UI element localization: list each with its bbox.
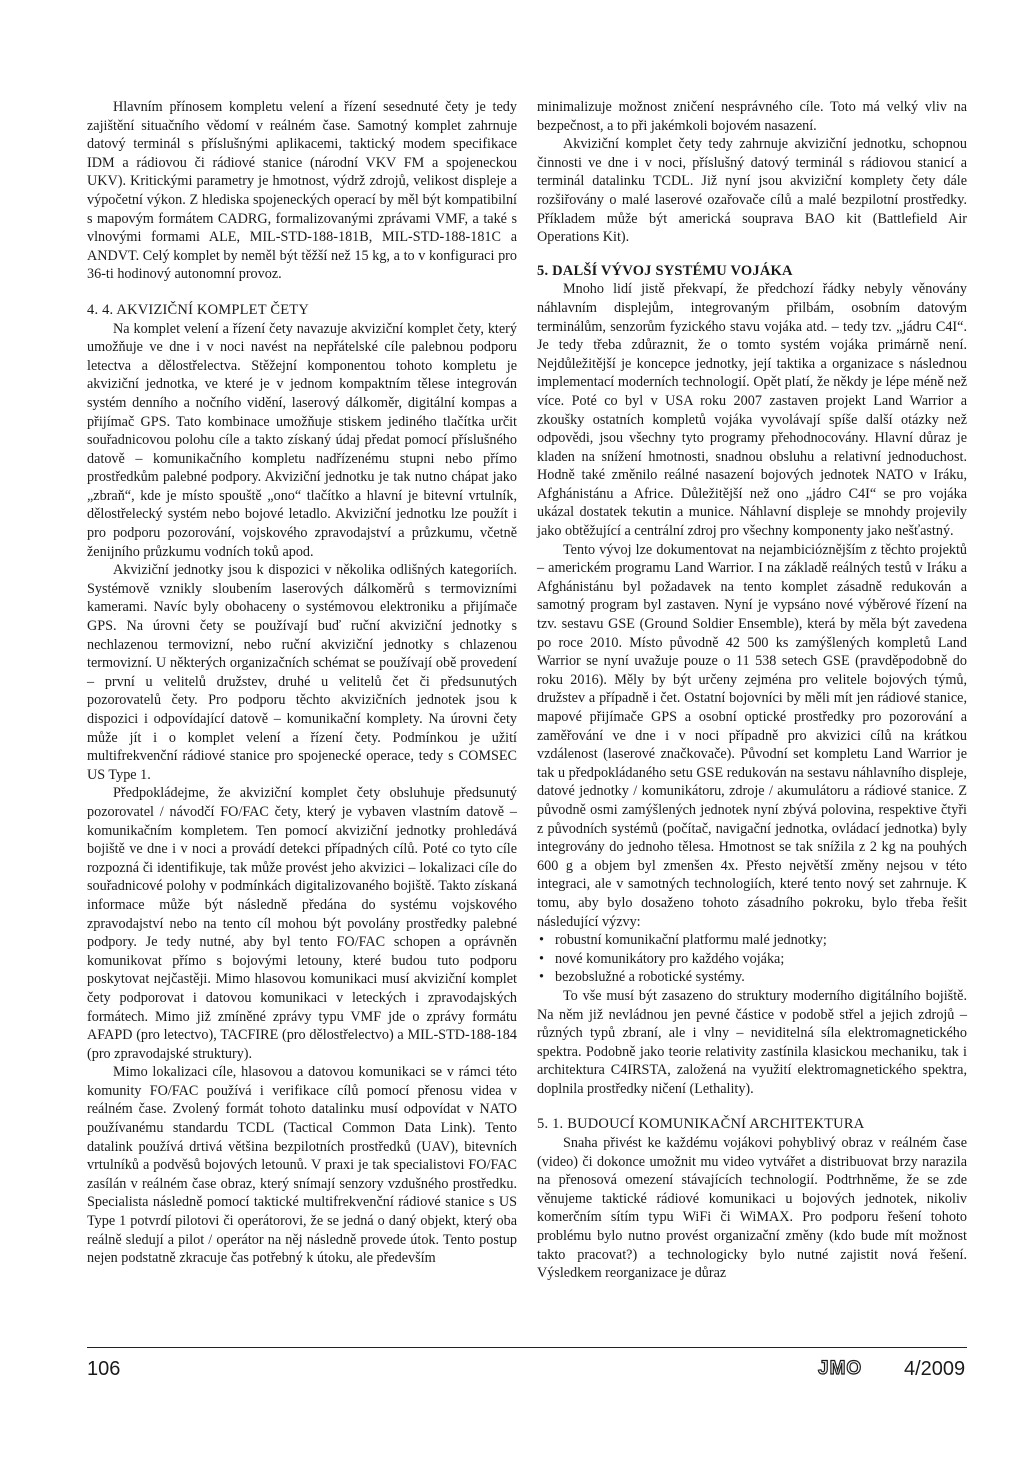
section-heading: 5. 1. BUDOUCÍ KOMUNIKAČNÍ ARCHITEKTURA [537, 1116, 865, 1133]
list-item [537, 950, 967, 969]
paragraph: Snaha přivést ke každému vojákovi pohyblivý obraz v reálném čase (video) či dokonce umožnit mu video vytvářet a distribuovat brzy narazila na přenosová omezení stávajících technologií. Podtrhněme, že se zde věnujeme taktické rádiové komunikaci u bojových jednotek, nikoliv komerčním sítím typu WiFi či WiMAX. Pro podporu řešení tohoto problému bylo nutno provést organizační změny (kdo bude mít možnost takto pracovat?) a technologicky bylo nutné zajistit nová řešení. Výsledkem reorganizace je důraz [537, 1135, 967, 1282]
page-number: 106 [87, 1358, 121, 1380]
list-item-text: nové komunikátory pro každého vojáka; [555, 950, 785, 967]
paragraph: Hlavním přínosem kompletu velení a řízení sesednuté čety je tedy zajištění situačního vědomí v reálném čase. Samotný komplet zahrnuje datový terminál s příslušnými aplikacemi, taktický modem specifikace IDM a rádiovou či rádiové stanice (národní VKV FM a spojeneckou UKV). Kritickými parametry je hmotnost, výdrž zdrojů, velikost displeje a výpočetní výkon. Z hlediska spojeneckých operací by měl být kompatibilní s mapovým formátem CADRG, formalizovanými zprávami VMF, a také s vlnovými formami ALE, MIL-STD-188-181B, MIL-STD-188-181C a ANDVT. Celý komplet by neměl být těžší než 15 kg, a to v konfiguraci pro 36-ti hodinový autonomní provoz. [87, 99, 517, 283]
paragraph: Předpokládejme, že akviziční komplet čety obsluhuje předsunutý pozorovatel / návodčí FO/FAC čety, který je vybaven vlastním datově – komunikačním kompletem. Ten pomocí akviziční jednotky prohledává bojiště ve dne i v noci a provádí detekci případných cílů. Poté co tyto cíle rozpozná či identifikuje, tak může provést jeho akvizici – lokalizaci cíle do souřadnicové polohy v podmínkách digitalizovaného bojiště. Takto získaná informace může být následně předána do systému vojskového zpravodajství nebo na tento cíl mohou být povolány prostředky palebné podpory. Je tedy nutné, aby byl tento FO/FAC schopen a oprávněn komunikovat přímo s bojovými letouny, které budou tuto podporu poskytovat nejčastěji. Mimo hlasovou komunikaci musí akviziční komplet čety podporovat i datovou komunikaci v leteckých i zpravodajských formátech. Mimo již zmíněné zprávy typu VMF jde o zprávy formátu AFAPD (pro letectvo), TACFIRE (pro dělostřelectvo) a MIL-STD-188-184 (pro zpravodajské struktury). [87, 785, 517, 1062]
list-item [537, 931, 967, 950]
section-heading: 4. 4. AKVIZIČNÍ KOMPLET ČETY [87, 301, 310, 318]
paragraph: Tento vývoj lze dokumentovat na nejambicióznějším z těchto projektů – americkém programu Land Warrior. I na základě reálných testů v Iráku a Afghánistánu byl požadavek na tento komplet zásadně redukován a samotný program byl zastaven. Nyní je vypsáno nové výběrové řízení na tzv. sestavu GSE (Ground Soldier Ensemble), která by měla být zavedena po roce 2010. Místo původně 42 500 ks zamýšlených kompletů Land Warrior se nyní uvažuje pouze o 11 538 setech GSE (pravděpodobně do roku 2016). Měly by být určeny zejména pro velitele bojových týmů, družstev a případně i čet. Ostatní bojovníci by měli mít jen rádiové stanice, mapové přijímače GPS a osobní optické prostředky pro pozorování a zaměřování ve dne i v noci případně pro akvizici cílů na krátkou vzdálenost (laserové značkovače). Původní set kompletu Land Warrior je tak u předpokládaného setu GSE redukován na sestavu náhlavního displeje, datové jednotky / komunikátoru, zdroje / akumulátoru a rádiové stanice. Z původně osmi zamýšlených jednotek nyní zbývá polovina, respektive čtyři z původních systémů (počítač, navigační jednotka, ovládací jednotka) byly integrovány do jednoho tělesa. Hmotnost se tak snížila z 2 kg na pouhých 600 g a objem byl zmenšen 4x. Přesto největší změny nejsou v této integraci, ale v samotných technologiích, které tento nový set zahrnuje. K tomu, aby bylo dosaženo tohoto zásadního pokroku, bylo třeba řešit následující výzvy: [537, 541, 967, 930]
list-item-text: bezobslužné a robotické systémy. [555, 969, 745, 986]
paragraph: Akviziční komplet čety tedy zahrnuje akviziční jednotku, schopnou činnosti ve dne i v noci, příslušný datový terminál s rádiovou stanicí a terminál datalinku TCDL. Již nyní jsou akviziční komplety čety dále rozšiřovány o malé laserové ozařovače cílů a malé bezpilotní prostředky. Příkladem může být americká souprava BAO kit (Battlefield Air Operations Kit). [537, 136, 967, 246]
bullet-icon: • [539, 950, 544, 967]
issue-number: 4/2009 [904, 1358, 966, 1380]
paragraph: To vše musí být zasazeno do struktury moderního digitálního bojiště. Na něm již nevládnou jen pevné částice v podobě střel a jejich zdrojů – různých typů zbraní, ale i vlny – neviditelná síla elektromagnetického spektra. Podobně jako teorie relativity zastínila klasickou mechaniku, tak i architektura C4IRSTA, založená na využití elektromagnetického spektra, doplnila prostředky ničení (Lethality). [537, 987, 967, 1097]
footer-rule [87, 1347, 967, 1348]
bullet-icon: • [539, 932, 544, 949]
list-item-text: robustní komunikační platformu malé jednotky; [555, 932, 827, 949]
left-column [87, 98, 517, 1268]
journal-logo: JMO [818, 1358, 863, 1379]
paragraph: Na komplet velení a řízení čety navazuje akviziční komplet čety, který umožňuje ve dne i v noci navést na nepřátelské cíle palebnou podporu letectva a dělostřelectva. Stěžejní komponentou tohoto kompletu je akviziční jednotka, ve které je v jednom kompaktním tělese integrován systém denního a nočního vidění, laserový dálkoměr, digitální kompas a přijímač GPS. Tato kombinace umožňuje stiskem jediného tlačítka určit souřadnicovou polohu cíle a takto získaný údaj předat pomocí příslušného datově – komunikačního kompletu nadřízenému stupni nebo přímo prostředkům palebné podpory. Akviziční jednotku je tak nutno chápat jako „zbraň“, kde je místo spouště „ono“ tlačítko a hlavní je bitevní vrtulník, dělostřelecký systém nebo bojové letadlo. Akviziční jednotku lze použít i pro podporu pozorování, vojskového zpravodajství a průzkumu, včetně ženijního průzkumu vodních toků apod. [87, 320, 517, 560]
paragraph: minimalizuje možnost zničení nesprávného cíle. Toto má velký vliv na bezpečnost, a to při jakémkoli bojovém nasazení. [537, 99, 967, 134]
paragraph: Akviziční jednotky jsou k dispozici v několika odlišných kategoriích. Systémově vznikly sloubením laserových dálkoměrů s termovizními kamerami. Navíc byly obohaceny o systémovou elektroniku a přijímače GPS. Na úrovni čety se používají buď ruční akviziční jednotky s nechlazenou termovizní, nebo ruční akviziční jednotky s chlazenou termovizní. U některých organizačních schémat se používají obě provedení – první u velitelů družstev, druhé u velitelů čet či předsunutých pozorovatelů čety. Pro podporu těchto akvizičních jednotek jsou k dispozici i odpovídající datově – komunikační komplety. Na úrovni čety může jít i o komplet velení a řízení čety. Podmínkou je užití multifrekvenční rádiové stanice pro spojenecké operace, tedy s COMSEC US Type 1. [87, 562, 517, 783]
bullet-icon: • [539, 969, 544, 986]
paragraph: Mnoho lidí jistě překvapí, že předchozí řádky nebyly věnovány náhlavním displejům, integrovaným přilbám, osobním datovým terminálům, senzorům fyzického stavu vojáka atd. – tedy tzv. „jádru C4I“. Je tedy třeba zdůraznit, že o tomto systém vojáka primárně není. Nejdůležitější je koncepce jednotky, její taktika a organizace s následnou implementací moderních technologií. Opět platí, že někdy je lépe méně než více. Poté co byl v USA roku 2007 zastaven projekt Land Warrior a zkoušky ostatních kompletů vojáka vyvolávají spíše další otázky než odpovědi, jsou všechny tyto programy přehodnocovány. Hlavní důraz je kladen na snížení hmotnosti, snadnou obsluhu a relativní jednoduchost. Hodně také změnilo reálné nasazení bojových jednotek NATO v Iráku, Afghánistánu a Africe. Důležitější než ono „jádro C4I“ se pro vojáka ukázal dostatek tekutin a munice. Náhlavní displeje se mnohdy projevily jako obtěžující a centrální zdroj pro všechny komponenty jako nešťastný. [537, 281, 967, 540]
paragraph: Mimo lokalizaci cíle, hlasovou a datovou komunikaci se v rámci této komunity FO/FAC používá i verifikace cílů pomocí přenosu videa v reálném čase. Zvolený formát tohoto datalinku musí odpovídat v NATO používanému standardu TCDL (Tactical Common Data Link). Tento datalink používá drtivá většina bezpilotních prostředků (UAV), bitevních vrtulníků a podvěsů bojových letounů. V praxi je tak specialistovi FO/FAC zasílán v reálném čase obraz, který snímají senzory vzdušného prostředku. Specialista následně pomocí taktické multifrekvenční rádiové stanice s US Type 1 potvrdí pilotovi či operátorovi, že se jedná o daný objekt, který oba reálně sledují a pilot / operátor na něj následně provede útok. Tento postup nejen podstatně zkracuje čas potřebný k útoku, ale především [87, 1064, 517, 1267]
section-heading: 5. DALŠÍ VÝVOJ SYSTÉMU VOJÁKA [537, 262, 793, 279]
bullet-list [537, 931, 967, 987]
right-column [537, 98, 967, 1283]
list-item [537, 968, 967, 987]
